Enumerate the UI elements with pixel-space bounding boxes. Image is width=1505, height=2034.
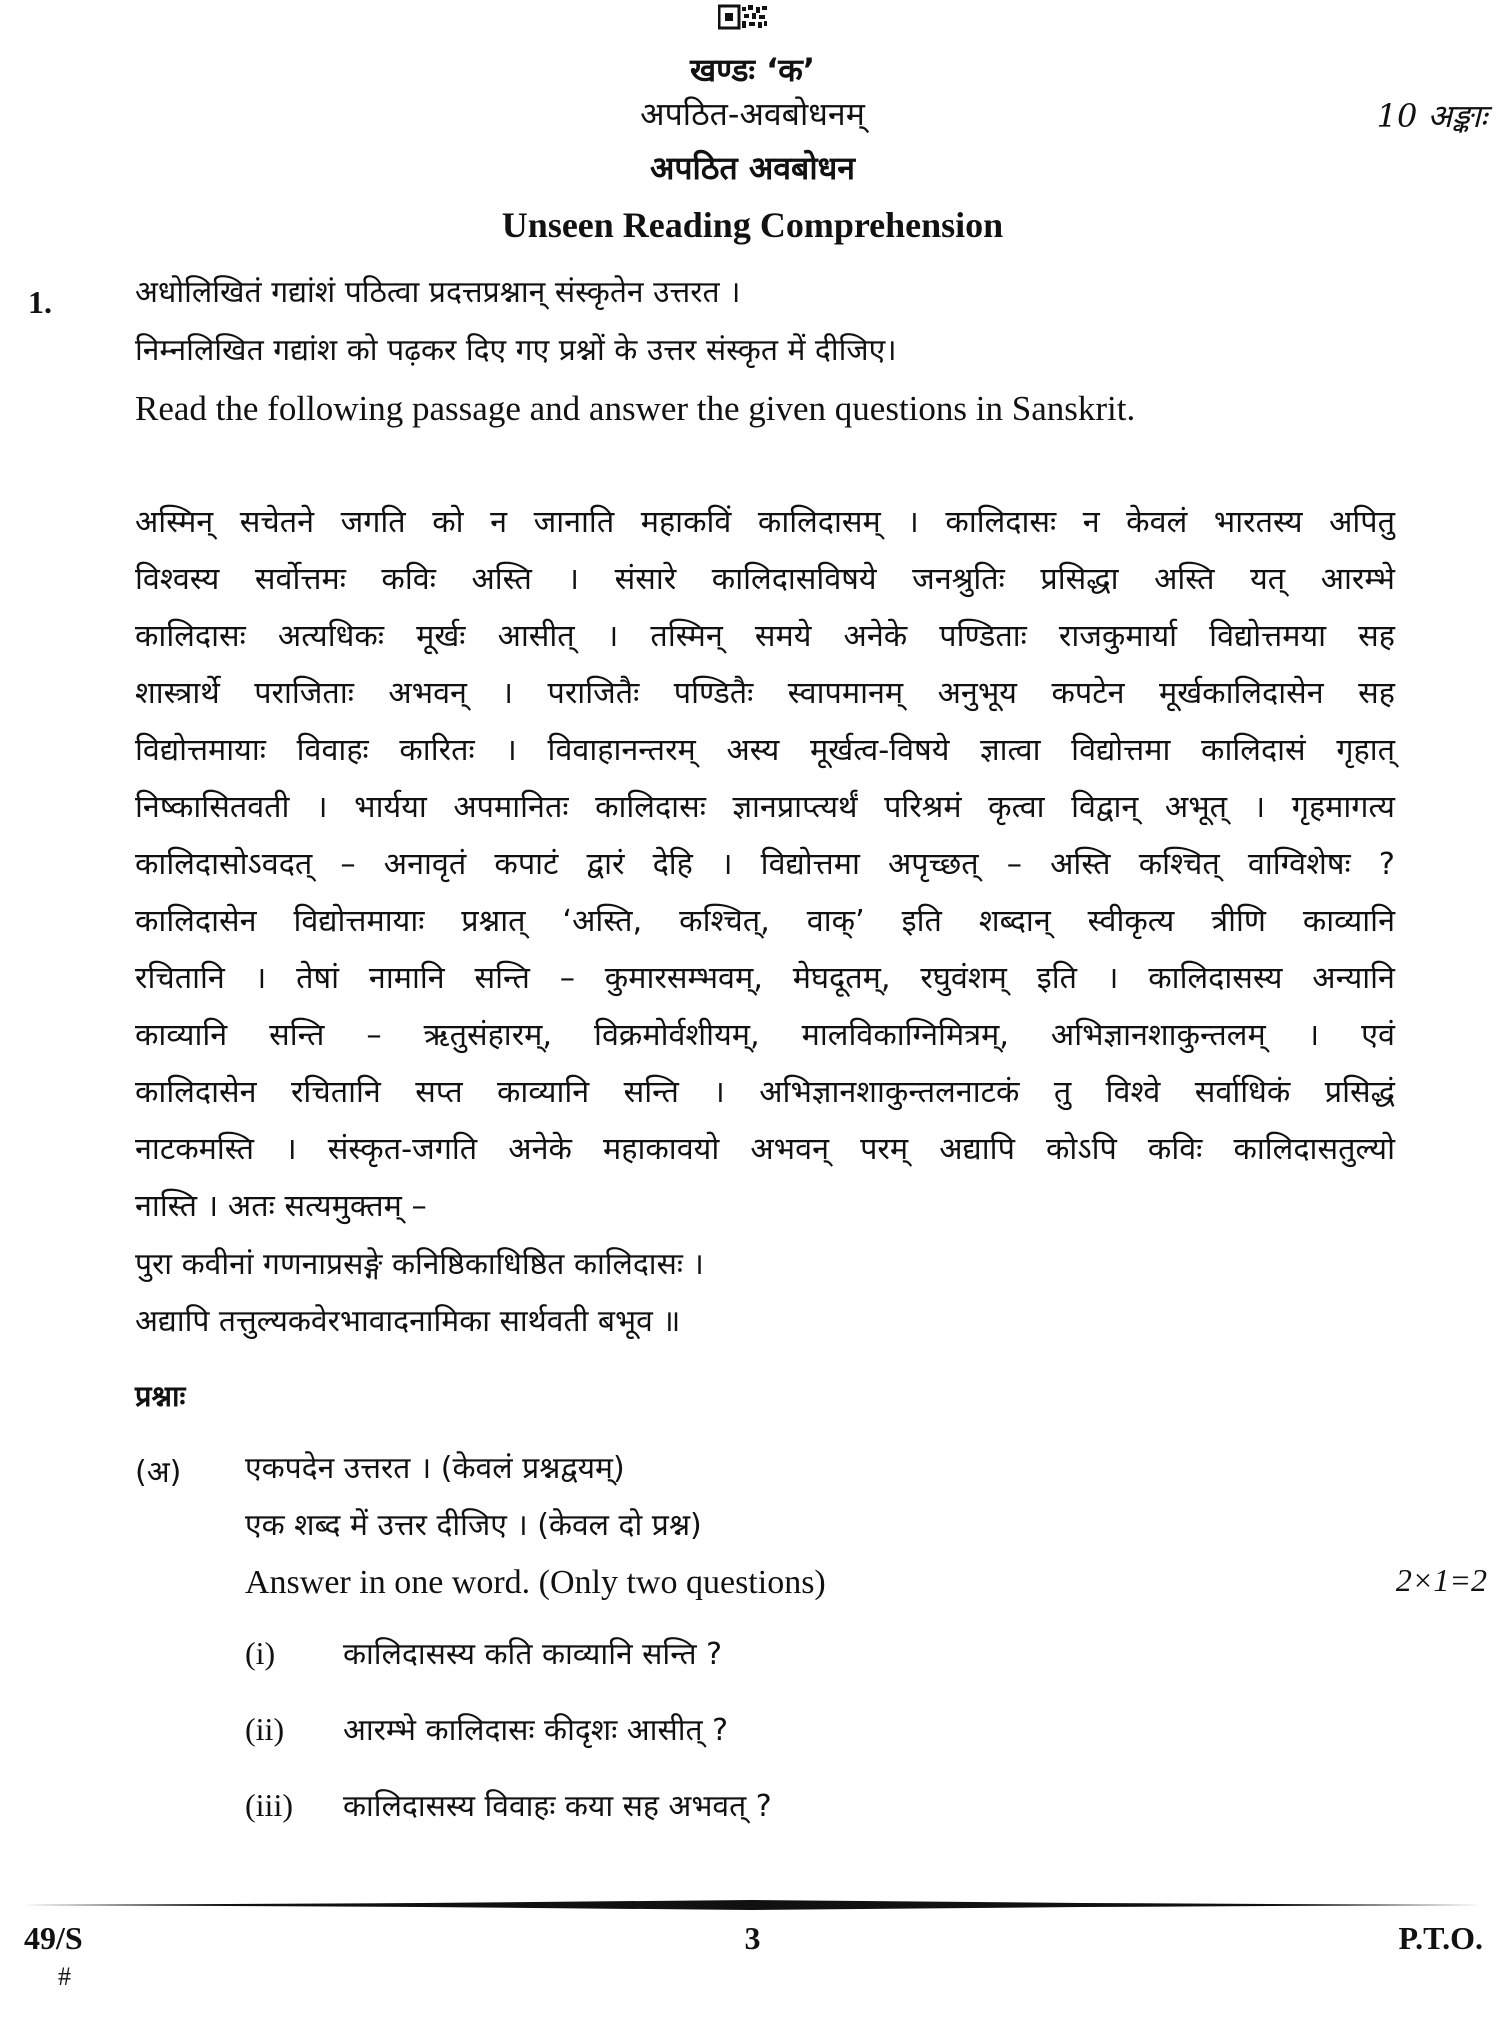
passage-line: निष्कासितवती । भार्यया अपमानितः कालिदासः ज्ञानप्राप्त्यर्थं परिश्रमं कृत्वा विद्वान् अभूत् । गृहमागत्य: [135, 790, 1395, 825]
subquestion-marks: 2×1=2: [1395, 1562, 1487, 1598]
passage-line: नाटकमस्ति । संस्कृत-जगति अनेके महाकावयो अभवन् परम् अद्यापि कोऽपि कविः कालिदासतुल्यो: [135, 1132, 1395, 1167]
page-number: 3: [744, 1920, 761, 1956]
title-sanskrit: अपठित-अवबोधनम्: [640, 95, 865, 133]
subquestion-instructions: [245, 1440, 826, 1611]
verse-line: पुरा कवीनां गणनाप्रसङ्गे कनिष्ठिकाधिष्ठित कालिदासः ।: [135, 1247, 704, 1282]
question-item: [245, 1784, 772, 1825]
verse: [135, 1236, 704, 1350]
item-number: (i): [245, 1635, 276, 1671]
passage-line: कालिदासोऽवदत् – अनावृतं कपाटं द्वारं देहि । विद्योत्तमा अपृच्छत् – अस्ति कश्चित् वाग्विशेषः ?: [135, 847, 1395, 882]
footer-divider: [22, 1900, 1482, 1910]
qr-code-icon: [718, 4, 768, 30]
question-number: 1.: [28, 284, 52, 320]
item-number: (iii): [245, 1787, 293, 1823]
verse-line: अद्यापि तत्तुल्यकवेरभावादनामिका सार्थवती बभूव ॥: [135, 1304, 681, 1339]
title-hindi: अपठित अवबोधन: [649, 149, 856, 187]
passage-line: कालिदासेन रचितानि सप्त काव्यानि सन्ति । अभिज्ञानशाकुन्तलनाटकं तु विश्वे सर्वाधिकं प्रसिद्धं: [135, 1075, 1395, 1110]
instruction-hindi: निम्नलिखित गद्यांश को पढ़कर दिए गए प्रश्नों के उत्तर संस्कृत में दीजिए।: [135, 333, 897, 368]
questions-label: प्रश्नाः: [135, 1379, 186, 1413]
question-item: [245, 1632, 722, 1673]
title-english: Unseen Reading Comprehension: [501, 205, 1004, 245]
section-marks: 10 अङ्काः: [1376, 97, 1487, 135]
passage-line: शास्त्रार्थे पराजिताः अभवन् । पराजितैः पण्डितैः स्वापमानम् अनुभूय कपटेन मूर्खकालिदासेन सह: [135, 676, 1395, 711]
instruction-sanskrit: अधोलिखितं गद्यांशं पठित्वा प्रदत्तप्रश्नान् संस्कृतेन उत्तरत ।: [135, 275, 741, 310]
paper-hash: #: [58, 1962, 71, 1991]
item-text: कालिदासस्य विवाहः कया सह अभवत् ?: [343, 1789, 772, 1824]
sub-instruction-english: Answer in one word. (Only two questions): [245, 1564, 826, 1601]
passage-line: अस्मिन् सचेतने जगति को न जानाति महाकविं कालिदासम् । कालिदासः न केवलं भारतस्य अपितु: [135, 505, 1395, 540]
passage: [135, 494, 1395, 1235]
item-text: आरम्भे कालिदासः कीदृशः आसीत् ?: [343, 1713, 729, 1748]
passage-line: कालिदासः अत्यधिकः मूर्खः आसीत् । तस्मिन् समये अनेके पण्डिताः राजकुमार्या विद्योत्तमया सह: [135, 619, 1395, 654]
question-item: [245, 1708, 728, 1749]
paper-code: 49/S: [24, 1920, 83, 1956]
pto-label: P.T.O.: [1398, 1920, 1483, 1956]
item-text: कालिदासस्य कति काव्यानि सन्ति ?: [343, 1637, 722, 1672]
passage-line: रचितानि । तेषां नामानि सन्ति – कुमारसम्भवम्, मेघदूतम्, रघुवंशम् इति । कालिदासस्य अन्यानि: [135, 961, 1395, 996]
subquestion-label: (अ): [135, 1455, 182, 1490]
question-instructions: [135, 264, 1395, 438]
passage-line: विद्योत्तमायाः विवाहः कारितः । विवाहानन्तरम् अस्य मूर्खत्व-विषये ज्ञात्वा विद्योत्तमा कालिदासं गृहात्: [135, 733, 1395, 768]
instruction-english: Read the following passage and answer the given questions in Sanskrit.: [135, 389, 1136, 428]
passage-line: नास्ति । अतः सत्यमुक्तम् –: [135, 1189, 427, 1224]
passage-line: काव्यानि सन्ति – ऋतुसंहारम्, विक्रमोर्वशीयम्, मालविकाग्निमित्रम्, अभिज्ञानशाकुन्तलम् । एवं: [135, 1018, 1395, 1053]
section-heading: खण्डः ‘क’: [690, 51, 815, 89]
item-number: (ii): [245, 1711, 285, 1747]
passage-line: विश्वस्य सर्वोत्तमः कविः अस्ति । संसारे कालिदासविषये जनश्रुतिः प्रसिद्धा अस्ति यत् आरम्भे: [135, 562, 1395, 597]
passage-line: कालिदासेन विद्योत्तमायाः प्रश्नात् ‘अस्ति, कश्चित्, वाक्’ इति शब्दान् स्वीकृत्य त्रीणि काव्यानि: [135, 904, 1395, 939]
sub-instruction-hindi: एक शब्द में उत्तर दीजिए । (केवल दो प्रश्न): [245, 1508, 702, 1543]
sub-instruction-sanskrit: एकपदेन उत्तरत । (केवलं प्रश्नद्वयम्): [245, 1451, 625, 1486]
